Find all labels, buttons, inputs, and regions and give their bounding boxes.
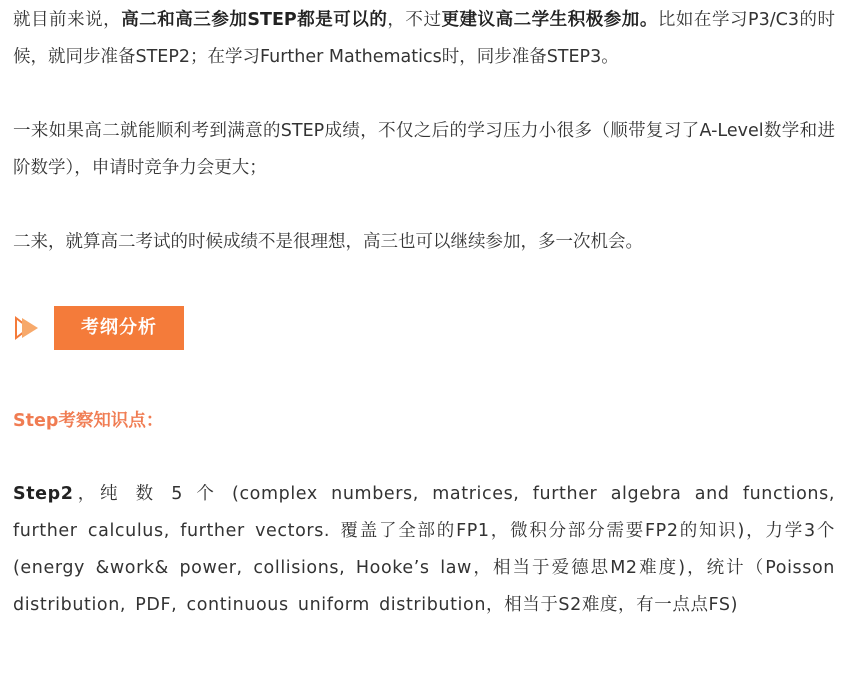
spacer xyxy=(13,351,835,403)
paragraph-step2 xyxy=(13,476,835,624)
text-segment: 就目前来说， xyxy=(13,10,122,30)
bold-text: 更建议高二学生积极参加。 xyxy=(441,10,658,30)
paragraph-intro xyxy=(13,2,835,76)
spacer xyxy=(13,76,835,113)
bold-text: Step2 xyxy=(13,484,74,504)
text-segment: ，纯 数 5 个 (complex numbers, matrices, further algebra and functions, further calculus, further vectors. 覆盖了全部的FP1，微积分部分需要FP2的知识)，力学3个(energy &work& power, collisions, Hooke’s law，相当于爱德思M2难度)，统计（Poisson distribution, PDF, continuous uniform distribution，相当于S2难度，有一点点FS) xyxy=(13,484,835,615)
bold-text: 高二和高三参加STEP都是可以的 xyxy=(121,10,388,30)
spacer xyxy=(13,261,835,298)
play-triangle-icon xyxy=(13,315,43,341)
text-segment: 比如在学习P3/C3的时候，就同步准备STEP2；在学习Further Mathematics时，同步准备STEP3。 xyxy=(13,10,836,67)
text-segment: ，不过 xyxy=(387,10,442,30)
section-heading xyxy=(13,305,835,351)
paragraph-reason-two: 二来，就算高二考试的时候成绩不是很理想，高三也可以继续参加，多一次机会。 xyxy=(13,232,643,252)
paragraph-reason-one: 一来如果高二就能顺利考到满意的STEP成绩，不仅之后的学习压力小很多（顺带复习了A-Level数学和进阶数学），申请时竞争力会更大； xyxy=(13,121,835,178)
spacer xyxy=(13,187,835,224)
subtitle: Step考察知识点： xyxy=(13,411,164,431)
section-badge: 考纲分析 xyxy=(54,306,184,350)
article-body xyxy=(13,2,835,624)
spacer xyxy=(13,440,835,476)
